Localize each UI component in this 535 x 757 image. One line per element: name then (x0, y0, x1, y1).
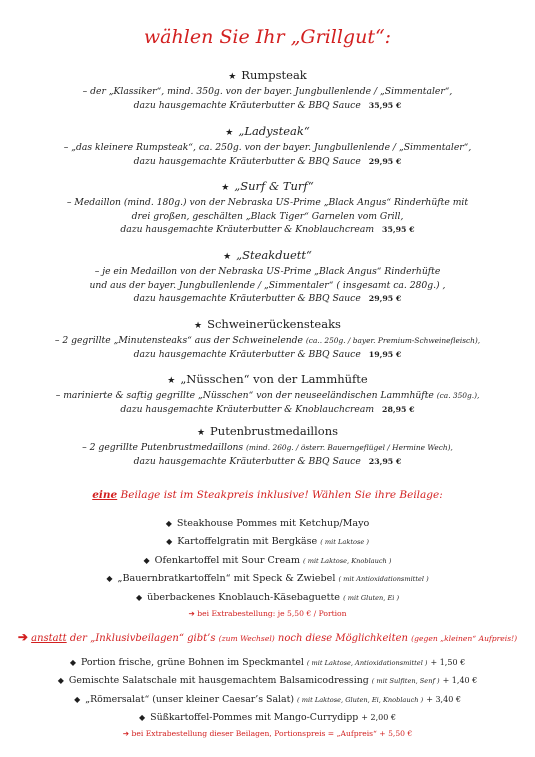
upgrade-heading-note: (gegen „kleinen“ Aufpreis!) (411, 634, 518, 643)
diamond-bullet-icon: ◆ (135, 592, 143, 602)
side-dish-heading (0, 489, 535, 501)
upgrade-item (0, 691, 535, 709)
side-dish-name: „Bauernbratkartoffeln“ mit Speck & Zwiebel (117, 573, 336, 585)
extra-order-note: bei Extrabestellung dieser Beilagen, Portionspreis = „Aufpreis“ + 5,50 € (131, 728, 413, 738)
dish-name: „Ladysteak“ (238, 124, 310, 138)
upgrade-name: Portion frische, grüne Bohnen im Speckmantel (80, 657, 304, 668)
diamond-bullet-icon: ◆ (166, 537, 173, 547)
upgrade-item (0, 709, 535, 726)
menu-item-nuesschen-lammhuefte (0, 372, 535, 416)
side-dish-item (0, 515, 535, 533)
upgrade-heading-text: der „Inklusivbeilagen“ gibt’s (69, 633, 216, 644)
dish-description: dazu hausgemachte Kräuterbutter & BBQ Sauce (133, 155, 361, 167)
upgrade-price: + 1,40 € (442, 676, 478, 686)
diamond-bullet-icon: ◆ (139, 713, 146, 723)
dish-description: dazu hausgemachte Kräuterbutter & BBQ Sauce (133, 348, 361, 360)
dish-description: dazu hausgemachte Kräuterbutter & BBQ Sauce (133, 455, 361, 467)
dish-price: 19,95 € (368, 349, 402, 359)
dish-note: (ca.. 250g. / bayer. Premium-Schweinefleisch), (305, 336, 481, 345)
dish-description: – „das kleinere Rumpsteak“, ca. 250g. von der bayer. Jungbullenlende / „Simmentaler“, (63, 142, 472, 153)
upgrade-name: Gemischte Salatschale mit hausgemachtem Balsamicodressing (68, 675, 369, 687)
dish-description: dazu hausgemachte Kräuterbutter & BBQ Sauce (133, 293, 361, 304)
dish-name: Schweinerückensteaks (207, 317, 341, 331)
extra-order-note: bei Extrabestellung: je 5,50 € / Portion (197, 609, 347, 619)
diamond-bullet-icon: ◆ (165, 519, 172, 528)
side-dish-item (0, 589, 535, 607)
dish-note: (mind. 260g. / österr. Bauerngeflügel / Hermine Wech), (246, 443, 453, 452)
upgrade-price: + 1,50 € (430, 658, 466, 667)
menu-item-rumpsteak (0, 68, 535, 112)
star-icon: ★ (221, 183, 230, 193)
star-icon: ★ (194, 321, 203, 331)
arrow-right-icon: ➔ (17, 630, 28, 644)
upgrade-item (0, 672, 535, 690)
arrow-right-icon: ➔ (188, 609, 195, 619)
diamond-bullet-icon: ◆ (106, 574, 113, 584)
dish-name: „Steakduett“ (236, 248, 312, 262)
side-dish-heading-text: Beilage ist im Steakpreis inklusive! Wählen Sie ihre Beilage: (120, 489, 443, 501)
side-dish-note: ( mit Antioxidationsmittel ) (338, 575, 429, 584)
dish-price: 29,95 € (368, 294, 402, 303)
upgrade-item (0, 654, 535, 672)
side-dish-item (0, 533, 535, 551)
side-dish-name: Kartoffelgratin mit Bergkäse (177, 536, 318, 548)
side-dish-note: ( mit Gluten, Ei ) (343, 593, 400, 602)
dish-description: – 2 gegrillte „Minutensteaks“ aus der Schweinelende (54, 335, 303, 346)
arrow-right-icon: ➔ (122, 728, 130, 738)
upgrade-heading-emphasis: anstatt (31, 633, 67, 644)
side-dish-list (0, 515, 535, 621)
upgrade-heading-note: (zum Wechsel) (218, 634, 275, 643)
menu-item-ladysteak (0, 124, 535, 168)
side-dish-note: ( mit Laktose ) (320, 538, 369, 547)
side-dish-name: Steakhouse Pommes mit Ketchup/Mayo (176, 518, 370, 529)
side-dish-extra-note (0, 607, 535, 621)
dish-description: dazu hausgemachte Kräuterbutter & Knoblauchcream (120, 403, 375, 415)
diamond-bullet-icon: ◆ (143, 555, 150, 565)
menu-item-putenbrustmedaillons (0, 424, 535, 468)
menu-item-steakduett (0, 248, 535, 306)
dish-price: 29,95 € (368, 156, 402, 166)
diamond-bullet-icon: ◆ (74, 694, 81, 704)
star-icon: ★ (228, 72, 237, 82)
dish-description: und aus der bayer. Jungbullenlende / „Simmentaler“ ( insgesamt ca. 280g.) , (89, 279, 446, 291)
dish-description: – der „Klassiker“, mind. 350g. von der bayer. Jungbullenlende / „Simmentaler“, (82, 86, 453, 97)
dish-description: dazu hausgemachte Kräuterbutter & Knoblauchcream (120, 224, 375, 235)
upgrade-list (0, 654, 535, 741)
side-dish-item (0, 552, 535, 570)
upgrade-extra-note (0, 727, 535, 741)
upgrade-note: ( mit Laktose, Antioxidationsmittel ) (306, 659, 428, 667)
dish-name: Putenbrustmedaillons (210, 424, 339, 438)
side-dish-name: überbackenes Knoblauch-Käsebaguette (147, 591, 340, 603)
dish-price: 23,95 € (368, 456, 402, 466)
dish-description: dazu hausgemachte Kräuterbutter & BBQ Sauce (133, 99, 361, 111)
dish-name: „Nüsschen“ von der Lammhüfte (180, 372, 368, 386)
dish-description: – marinierte & saftig gegrillte „Nüsschen“ von der neuseeländischen Lammhüfte (55, 390, 434, 401)
dish-name: „Surf & Turf“ (234, 179, 314, 193)
side-dish-heading-emphasis: eine (92, 489, 118, 501)
side-dish-item (0, 570, 535, 588)
dish-name: Rumpsteak (241, 68, 307, 82)
dish-description: drei großen, geschälten „Black Tiger“ Garnelen vom Grill, (131, 210, 404, 222)
upgrade-note: ( mit Laktose, Gluten, Ei, Knoblauch ) (297, 695, 424, 704)
upgrade-heading-text: noch diese Möglichkeiten (277, 633, 408, 644)
side-dish-name: Ofenkartoffel mit Sour Cream (154, 554, 300, 566)
star-icon: ★ (196, 428, 206, 438)
upgrade-price: + 2,00 € (361, 713, 396, 723)
upgrade-heading (0, 630, 535, 644)
side-dish-note: ( mit Laktose, Knoblauch ) (303, 556, 392, 565)
dish-note: (ca. 350g.), (436, 391, 480, 400)
upgrade-note: ( mit Sulfiten, Senf ) (371, 677, 440, 686)
dish-price: 35,95 € (368, 100, 402, 110)
menu-item-schweinerueckensteaks (0, 317, 535, 361)
upgrade-name: Süßkartoffel-Pommes mit Mango-Currydipp (150, 712, 359, 724)
page-title: wählen Sie Ihr „Grillgut“: (143, 26, 392, 48)
diamond-bullet-icon: ◆ (69, 658, 76, 667)
star-icon: ★ (225, 128, 234, 138)
dish-description: – je ein Medaillon von der Nebraska US-Prime „Black Angus“ Rinderhüfte (94, 266, 441, 277)
dish-description: – Medaillon (mind. 180g.) von der Nebraska US-Prime „Black Angus“ Rinderhüfte mit (66, 197, 469, 208)
upgrade-name: „Römersalat“ (unser kleiner Caesar’s Salat) (85, 693, 295, 705)
dish-price: 35,95 € (382, 225, 415, 234)
star-icon: ★ (167, 376, 176, 386)
dish-description: – 2 gegrillte Putenbrustmedaillons (82, 442, 244, 453)
menu-item-surf-turf (0, 179, 535, 237)
diamond-bullet-icon: ◆ (57, 676, 64, 686)
dish-price: 28,95 € (382, 404, 415, 414)
star-icon: ★ (223, 252, 232, 262)
upgrade-price: + 3,40 € (426, 694, 461, 704)
